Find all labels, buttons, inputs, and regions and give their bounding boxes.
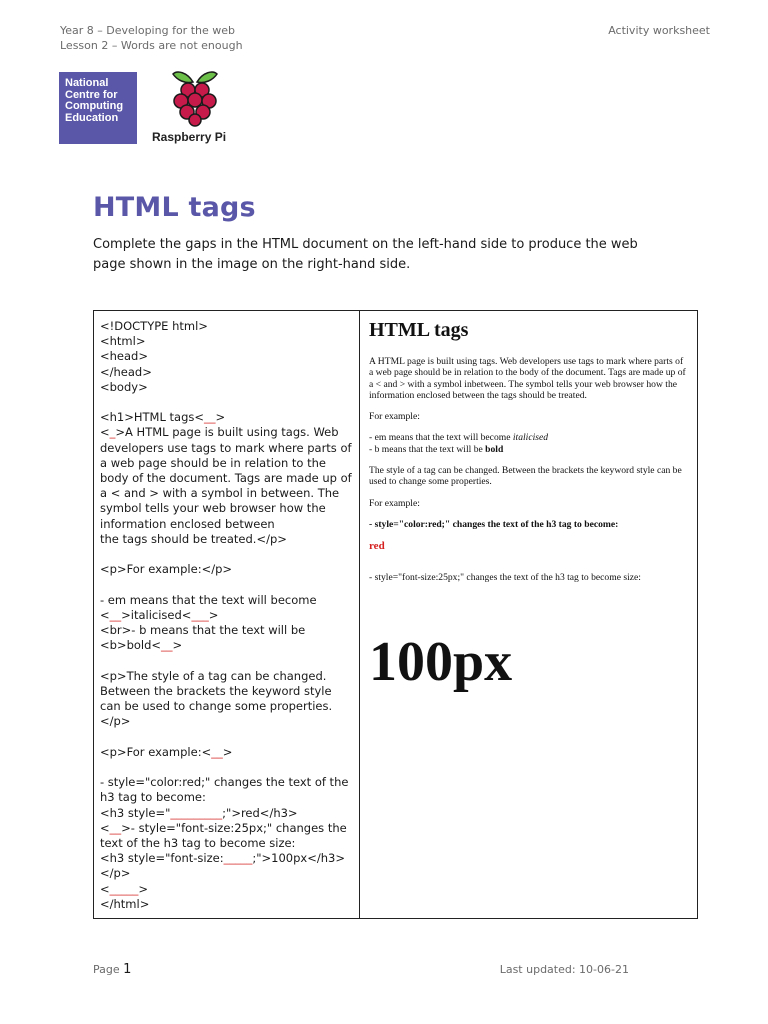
preview-heading: HTML tags xyxy=(369,319,469,341)
ncce-logo xyxy=(59,72,137,144)
code-gap: __ xyxy=(204,410,216,425)
preview-examples xyxy=(369,432,687,455)
preview-100px-text: 100px xyxy=(369,630,513,693)
code-text: > - style="color:red;" changes the text of the h3 tag to become: <h3 style=" xyxy=(100,744,349,820)
code-text: <!DOCTYPE html> <html> <head> </head> <body> <h1>HTML tags< xyxy=(100,319,208,425)
raspberry-pi-wordmark: Raspberry Pi xyxy=(152,130,227,144)
code-gap: _ xyxy=(109,425,116,440)
course-title: Year 8 – Developing for the web xyxy=(60,24,235,37)
code-gap: ___ xyxy=(191,607,209,622)
raspberry-icon xyxy=(169,68,221,128)
preview-b-text: - b means that the text will be xyxy=(369,443,486,455)
html-code-cell xyxy=(94,311,360,918)
page-label: Page xyxy=(93,963,124,976)
preview-style-color: - style="color:red;" changes the text of the h3 tag to become: xyxy=(369,518,619,530)
code-gap: _____ xyxy=(223,851,253,866)
preview-style-paragraph: The style of a tag can be changed. Between the brackets the keyword style can be used to change some properties. xyxy=(369,465,682,488)
code-text: ;">red</h3> < xyxy=(100,805,298,835)
page-number-value: 1 xyxy=(123,962,132,977)
code-text: ;">100px</h3> </p> < xyxy=(100,851,345,896)
ncce-logo-line: Centre for xyxy=(65,88,118,101)
intro-text: Complete the gaps in the HTML document on the left-hand side to produce the web page shown in the image on the right-hand side. xyxy=(93,237,638,272)
code-text: > <p>The style of a tag can be changed. Between the brackets the keyword style can be used to change some properties.</p> <p>For example:< xyxy=(100,638,333,759)
worksheet-table xyxy=(93,310,698,919)
document-type: Activity worksheet xyxy=(608,24,710,37)
last-updated: Last updated: 10-06-21 xyxy=(499,963,629,976)
preview-em-text: - em means that the text will become xyxy=(369,432,513,444)
code-text: >A HTML page is built using tags. Web developers use tags to mark where parts of a web page should be in relation to the body of the document. Tags are made up of a < and > with a symbol in between. The symbol tells your web browser how the information enclosed between the tags should be treated.</p> <p>For example:</p> - em means that the text will become < xyxy=(100,425,352,622)
code-text: > <br>- b means that the text will be <b>bold< xyxy=(100,607,306,653)
preview-italic-word: italicised xyxy=(512,432,549,444)
ncce-logo-line: National xyxy=(65,77,109,89)
code-text: > < xyxy=(100,410,226,440)
code-gap: _________ xyxy=(170,805,223,820)
preview-for-example-2: For example: xyxy=(369,497,420,509)
lesson-title: Lesson 2 – Words are not enough xyxy=(60,39,243,52)
ncce-logo-line: Education xyxy=(65,111,119,124)
code-text: >italicised< xyxy=(121,607,192,622)
preview-for-example: For example: xyxy=(369,411,420,423)
preview-paragraph: A HTML page is built using tags. Web developers use tags to mark where parts of a web page should be in relation to the body of the document. Tags are made up of a < and > with a symbol inbetween. The symbol tells your web browser how the information enclosed between the tags should be treated. xyxy=(369,356,686,401)
code-gap: _____ xyxy=(109,881,139,896)
code-text: > </html> xyxy=(100,881,150,911)
header-left xyxy=(60,23,243,53)
ncce-logo-line: Computing xyxy=(65,100,124,112)
code-text: >- style="font-size:25px;" changes the text of the h3 tag to become size: <h3 style="font-size: xyxy=(100,820,347,866)
preview-bold-word: bold xyxy=(485,443,504,455)
preview-red-text: red xyxy=(369,540,385,553)
preview-style-size: - style="font-size:25px;" changes the text of the h3 tag to become size: xyxy=(369,572,641,584)
code-gap: __ xyxy=(211,744,223,759)
raspberry-pi-logo xyxy=(152,68,242,148)
page-number xyxy=(93,962,131,977)
code-gap: __ xyxy=(109,607,122,622)
code-gap: __ xyxy=(109,820,122,835)
page-title: HTML tags xyxy=(93,192,256,223)
rendered-page-cell xyxy=(360,311,697,918)
code-gap: __ xyxy=(161,638,173,653)
